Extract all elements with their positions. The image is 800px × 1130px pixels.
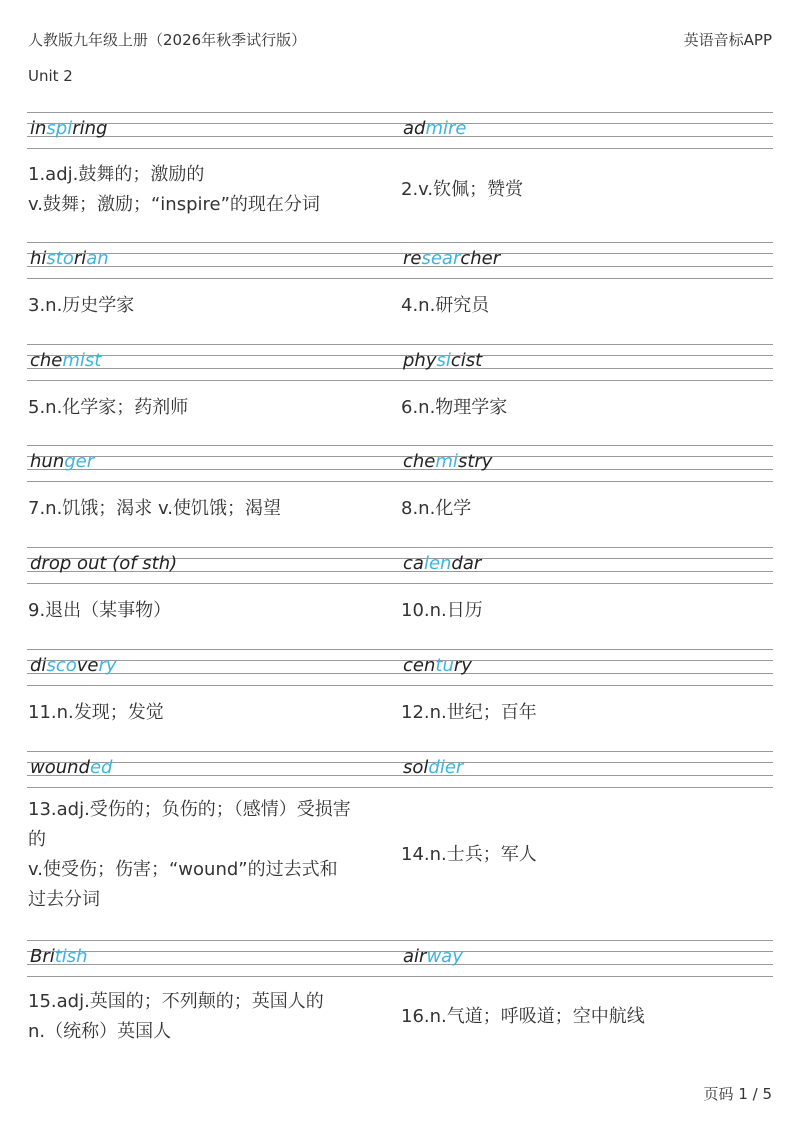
syllable: stry	[457, 451, 493, 472]
definition-line: 16.n.气道；呼吸道；空中航线	[401, 1006, 645, 1027]
word-16	[403, 947, 463, 967]
ruled-line	[27, 355, 773, 356]
syllable: ve	[76, 655, 99, 676]
syllable: cist	[450, 350, 483, 371]
ruled-line	[27, 762, 773, 763]
page-number: 页码 1 / 5	[703, 1085, 772, 1103]
syllable: hun	[30, 451, 65, 472]
stressed-syllable: sto	[46, 248, 74, 269]
ruled-line	[27, 445, 773, 446]
definition-line: 5.n.化学家；药剂师	[28, 397, 189, 418]
stressed-syllable: ed	[89, 757, 113, 778]
word-13	[30, 758, 112, 778]
stressed-syllable: ger	[64, 451, 95, 472]
ruled-line	[27, 344, 773, 345]
ruled-line	[27, 123, 773, 124]
stressed-syllable: mi	[435, 451, 458, 472]
syllable: Bri	[30, 946, 55, 967]
definition-line: v.使受伤；伤害；“wound”的过去式和	[28, 859, 338, 880]
ruled-line	[27, 253, 773, 254]
stressed-syllable: an	[86, 248, 109, 269]
ruled-line	[27, 547, 773, 548]
ruled-line	[27, 660, 773, 661]
stressed-syllable: len	[423, 553, 452, 574]
word-9	[30, 554, 177, 574]
ruled-line	[27, 112, 773, 113]
ruled-line	[27, 456, 773, 457]
definition-4	[401, 280, 766, 332]
syllable: ry	[453, 655, 472, 676]
stressed-syllable: mist	[62, 350, 102, 371]
definition-line: 的	[28, 829, 46, 850]
ruled-line	[27, 278, 773, 279]
syllable: drop out (of sth)	[30, 553, 178, 574]
definition-line: 3.n.历史学家	[28, 295, 135, 316]
word-5	[30, 351, 101, 371]
syllable: ca	[403, 553, 424, 574]
definition-14	[401, 789, 766, 921]
ruled-line	[27, 940, 773, 941]
word-4	[403, 249, 500, 269]
syllable: hi	[30, 248, 47, 269]
ruled-line	[27, 242, 773, 243]
ruled-line	[27, 136, 773, 137]
ruled-line	[27, 951, 773, 952]
definition-11	[28, 687, 393, 739]
ruled-line	[27, 649, 773, 650]
word-14	[403, 758, 463, 778]
ruled-line	[27, 964, 773, 965]
definition-8	[401, 483, 766, 535]
definition-line: n.（统称）英国人	[28, 1021, 172, 1042]
syllable: cen	[403, 655, 436, 676]
stressed-syllable: spi	[46, 118, 73, 139]
writing-lines	[27, 242, 773, 278]
writing-lines	[27, 751, 773, 787]
writing-lines	[27, 112, 773, 148]
syllable: di	[30, 655, 47, 676]
word-2	[403, 119, 466, 139]
definition-2	[401, 150, 766, 230]
syllable: phy	[403, 350, 437, 371]
definition-10	[401, 585, 766, 637]
definition-line: 11.n.发现；发觉	[28, 702, 164, 723]
ruled-line	[27, 976, 773, 977]
definition-line: 8.n.化学	[401, 498, 472, 519]
syllable: re	[403, 248, 422, 269]
definition-line: 13.adj.受伤的；负伤的；（感情）受损害	[28, 799, 351, 820]
writing-lines	[27, 344, 773, 380]
ruled-line	[27, 673, 773, 674]
definition-line: 14.n.士兵；军人	[401, 844, 537, 865]
writing-lines	[27, 940, 773, 976]
book-title: 人教版九年级上册（2026年秋季试行版）	[28, 31, 307, 49]
definition-line: 10.n.日历	[401, 600, 483, 621]
stressed-syllable: dier	[428, 757, 464, 778]
definition-5	[28, 382, 393, 434]
definition-line: 6.n.物理学家	[401, 397, 508, 418]
word-1	[30, 119, 107, 139]
definition-line: 过去分词	[28, 889, 100, 910]
definition-line: 2.v.钦佩；赞赏	[401, 179, 524, 200]
word-15	[30, 947, 88, 967]
syllable: ring	[72, 118, 108, 139]
ruled-line	[27, 685, 773, 686]
word-6	[403, 351, 482, 371]
syllable: ad	[403, 118, 426, 139]
ruled-line	[27, 266, 773, 267]
definition-16	[401, 978, 766, 1056]
ruled-line	[27, 380, 773, 381]
definition-line: 7.n.饥饿；渴求 v.使饥饿；渴望	[28, 498, 282, 519]
unit-label: Unit 2	[28, 67, 73, 85]
word-12	[403, 656, 472, 676]
ruled-line	[27, 368, 773, 369]
stressed-syllable: mire	[425, 118, 467, 139]
word-3	[30, 249, 109, 269]
stressed-syllable: tish	[54, 946, 88, 967]
definition-line: 1.adj.鼓舞的；激励的	[28, 164, 205, 185]
word-8	[403, 452, 492, 472]
syllable: dar	[451, 553, 482, 574]
ruled-line	[27, 787, 773, 788]
app-name: 英语音标APP	[683, 31, 772, 49]
definition-1	[28, 150, 393, 230]
definition-7	[28, 483, 393, 535]
stressed-syllable: way	[426, 946, 463, 967]
ruled-line	[27, 583, 773, 584]
ruled-line	[27, 469, 773, 470]
word-11	[30, 656, 117, 676]
definition-12	[401, 687, 766, 739]
definition-line: v.鼓舞；激励；“inspire”的现在分词	[28, 194, 320, 215]
stressed-syllable: ry	[98, 655, 117, 676]
syllable: che	[403, 451, 436, 472]
ruled-line	[27, 775, 773, 776]
definition-6	[401, 382, 766, 434]
syllable: wound	[30, 757, 90, 778]
word-10	[403, 554, 481, 574]
syllable: ri	[73, 248, 87, 269]
stressed-syllable: tu	[435, 655, 454, 676]
syllable: che	[30, 350, 63, 371]
stressed-syllable: sco	[46, 655, 77, 676]
definition-15	[28, 978, 393, 1056]
syllable: cher	[460, 248, 501, 269]
definition-line: 9.退出（某事物）	[28, 600, 172, 621]
ruled-line	[27, 148, 773, 149]
writing-lines	[27, 649, 773, 685]
word-7	[30, 452, 94, 472]
syllable: in	[30, 118, 47, 139]
definition-line: 12.n.世纪；百年	[401, 702, 537, 723]
definition-line: 4.n.研究员	[401, 295, 490, 316]
definition-line: 15.adj.英国的；不列颠的；英国人的	[28, 991, 324, 1012]
stressed-syllable: sear	[421, 248, 461, 269]
syllable: sol	[403, 757, 429, 778]
ruled-line	[27, 751, 773, 752]
definition-3	[28, 280, 393, 332]
definition-13	[28, 789, 393, 921]
definition-9	[28, 585, 393, 637]
writing-lines	[27, 445, 773, 481]
ruled-line	[27, 481, 773, 482]
stressed-syllable: si	[436, 350, 451, 371]
syllable: air	[403, 946, 427, 967]
